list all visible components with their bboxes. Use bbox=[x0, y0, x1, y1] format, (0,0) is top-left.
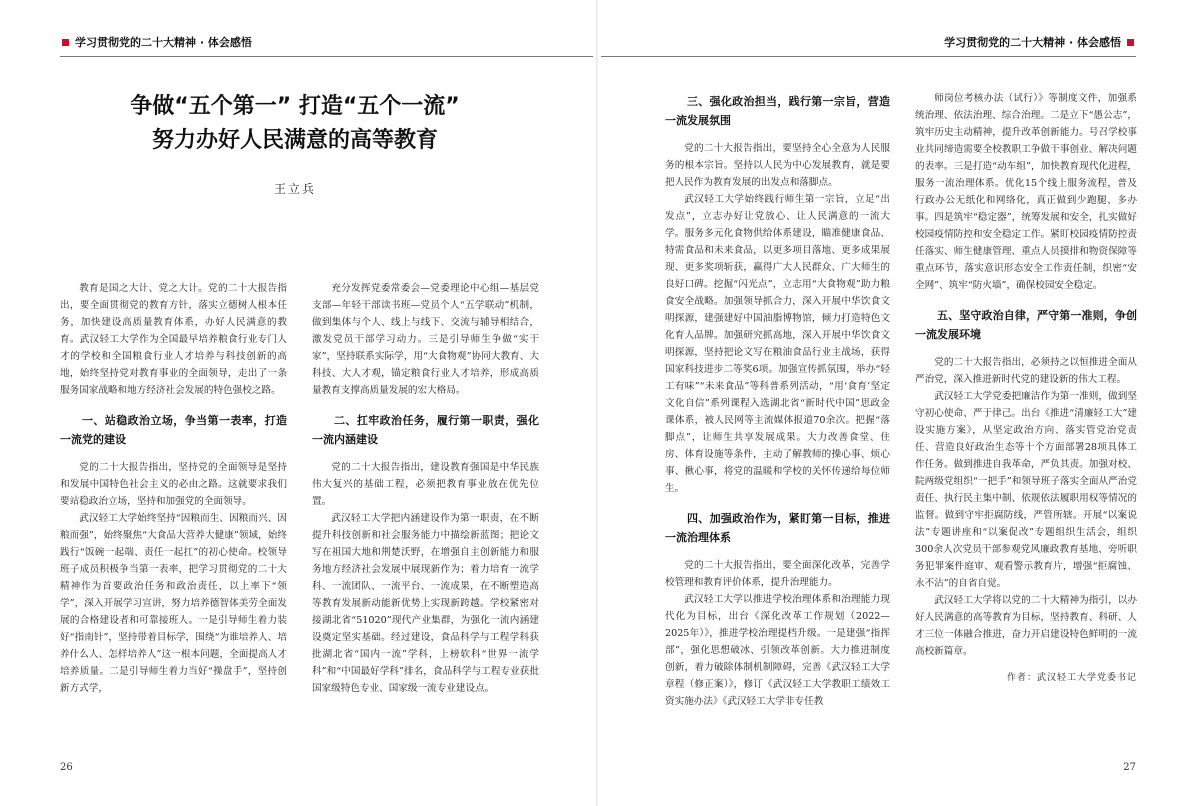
red-square-icon bbox=[62, 39, 69, 46]
running-header-left bbox=[62, 34, 252, 50]
section-heading-3: 三、强化政治担当，践行第一宗旨，营造一流发展氛围 bbox=[665, 95, 890, 127]
section-heading-4: 四、加强政治作为，紧盯第一目标，推进一流治理体系 bbox=[665, 512, 890, 544]
right-page bbox=[597, 0, 1194, 806]
header-rule bbox=[60, 56, 593, 57]
paragraph: 党的二十大报告指出，坚持党的全面领导是坚持和发展中国特色社会主义的必由之路。这就要求我们要站稳政治立场，坚持和加强党的全面领导。 bbox=[60, 462, 287, 507]
paragraph: 武汉轻工大学党委把廉洁作为第一准则，做到坚守初心使命、严于律己。出台《推进“清廉轻工大”建设实施方案》，从坚定政治方向、落实管党治党责任、营造良好政治生态等十个方面部署28项具体工作任务。做到推进自我革命，严负其责。加强对校、院两级党组织“一把手”和领导班子落实全面从严治党责任、执行民主集中制、依规依法履职用权等情况的监督。做到守牢拒腐防线，严管所辖。开展“以案说法”专题讲座和“以案促改”专题组织生活会，组织300余人次党员干部参观党风廉政教育基地、旁听职务犯罪案件庭审、观看警示教育片，增强“拒腐蚀、永不沾”的自省自觉。 bbox=[915, 391, 1137, 589]
paragraph: 武汉轻工大学把内涵建设作为第一职责，在不断提升科技创新和社会服务能力中描绘新蓝图；把论文写在祖国大地和荆楚沃野，在增强自主创新能力和服务地方经济社会发展中展现新作为；着力培育一流学科、一流团队、一流平台、一流成果，在不断塑造高等教育发展新动能新优势上实现新跨越。学校紧密对接湖北省“51020”现代产业集群，为强化一流内涵建设奠定坚实基础。经过建设，食品科学与工程学科获批湖北省“国内一流”学科，上榜软科“世界一流学科”和“中国最好学科”排名，食品科学与工程专业获批国家级特色专业、国家级一流专业建设点。 bbox=[312, 513, 539, 694]
paragraph: 武汉轻工大学将以党的二十大精神为指引，以办好人民满意的高等教育为目标，坚持教育、科研、人才三位一体融合推进，奋力开启建设特色鲜明的一流高校新篇章。 bbox=[915, 595, 1137, 657]
paragraph: 充分发挥党委常委会—党委理论中心组—基层党支部—年轻干部读书班—党员个人“五学联动”机制，做到集体与个人、线上与线下、交流与辅导相结合，激发党员干部学习动力。三是引导师生争做“实干家”，坚持联系实际学，用“大食物观”协同大教育、大科技、大人才观，锚定粮食行业人才培养，形成高质量教育支撑高质量发展的宏大格局。 bbox=[312, 283, 539, 396]
page-number-left: 26 bbox=[60, 762, 73, 773]
title-line-1: 争做“五个第一” 打造“五个一流” bbox=[130, 94, 460, 119]
paragraph: 武汉轻工大学以推进学校治理体系和治理能力现代化为目标，出台《深化改革工作规划（2022—2025年）》，推进学校治理提档升级。一是建强“指挥部”，强化思想破冰、引领改革创新。大力推进制度创新，着力破除体制机制障碍，完善《武汉轻工大学章程（修正案）》，修订《武汉轻工大学教职工绩效工资实施办法》《武汉轻工大学非专任教 bbox=[665, 594, 890, 707]
text-column-2 bbox=[312, 280, 539, 697]
text-column-1 bbox=[60, 280, 287, 697]
paragraph: 武汉轻工大学始终践行师生第一宗旨，立足“出发点”，立志办好让党放心、让人民满意的一流大学。服务多元化食物供给体系建设，瞄准健康食品、特需食品和未来食品，以更多项目落地、更多成果展现、更多奖项斩获，赢得广大人民群众、广大师生的良好口碑。挖掘“闪光点”，立志用“大食物观”助力粮食安全战略。加强领导抓合力，深入开展中华饮食文明探源，建强建好中国油脂博物馆，倾力打造特色文化育人品牌。加强研究抓高地，深入开展中华饮食文明探源，坚持把论文写在粮油食品行业主战场，获得国家科技进步二等奖6项。加强宣传抓氛围，举办“轻工有味”“未来食品”等科普系列活动，“用‘食育’坚定文化自信”系列课程入选湖北省“新时代中国”思政金课体系，被人民网等主流媒体报道70余次。把握“落脚点”，让师生共享发展成果。大力改善食堂、住房、体育设施等条件，主动了解教师的操心事、烦心事、揪心事，将党的温暖和学校的关怀传递给每位师生。 bbox=[665, 194, 890, 494]
paragraph: 武汉轻工大学始终坚持“因粮而生、因粮而兴、因粮而强”，始终聚焦“大食品大营养大健康”领域，始终践行“饭碗一起端、责任一起扛”的初心使命。校领导班子成员积极争当第一表率，把学习贯彻党的二十大精神作为首要政治任务和政治责任，以上率下“领学”，深入开展学习宣讲，努力培养德智体美劳全面发展的合格建设者和可靠接班人。一是引导师生着力装好“指南针”，坚持带着目标学，围绕“为谁培养人、培养什么人、怎样培养人”这一根本问题，全面提高人才培养质量。二是引导师生着力当好“操盘手”，坚持创新方式学， bbox=[60, 513, 287, 694]
running-header-text: 学习贯彻党的二十大精神 · 体会感悟 bbox=[75, 36, 252, 49]
text-column-3 bbox=[665, 90, 890, 710]
running-header-right bbox=[944, 34, 1134, 50]
article-title bbox=[60, 90, 530, 158]
paragraph: 党的二十大报告指出，要坚持全心全意为人民服务的根本宗旨。坚持以人民为中心发展教育，就是要把人民作为教育发展的出发点和落脚点。 bbox=[665, 143, 890, 188]
author-name: 王立兵 bbox=[273, 182, 316, 196]
header-rule bbox=[601, 56, 1136, 57]
red-square-icon bbox=[1127, 39, 1134, 46]
author-signature: 作者：武汉轻工大学党委书记 bbox=[1006, 673, 1137, 683]
paragraph: 党的二十大报告指出，要全面深化改革，完善学校管理和教育评价体系，提升治理能力。 bbox=[665, 560, 890, 588]
running-header-text: 学习贯彻党的二十大精神 · 体会感悟 bbox=[944, 36, 1121, 49]
page-number-right: 27 bbox=[1123, 762, 1136, 773]
section-heading-2: 二、扛牢政治任务，履行第一职责，强化一流内涵建设 bbox=[312, 414, 539, 446]
paragraph: 师岗位考核办法（试行）》等制度文件，加强系统治理、依法治理、综合治理。二是立下“愚公志”，筑牢历史主动精神，提升改革创新能力。号召学校事业共同缔造需要全校教职工争做干事创业、解决问题的表率。三是打造“动车组”，加快教育现代化进程，服务一流治理体系。优化15个线上服务流程，普及行政办公无纸化和网络化，真正做到少跑腿、多办事。四是筑牢“稳定器”，统筹发展和安全，扎实做好校园疫情防控和安全稳定工作。紧盯校园疫情防控责任落实、师生健康管理、重点人员摸排和物资保障等重点环节，落实意识形态安全工作责任制，织密“安全网”、筑牢“防火墙”，确保校园安全稳定。 bbox=[915, 93, 1137, 291]
paragraph: 党的二十大报告指出，建设教育强国是中华民族伟大复兴的基础工程，必须把教育事业放在优先位置。 bbox=[312, 462, 539, 507]
title-line-2: 努力办好人民满意的高等教育 bbox=[151, 128, 438, 153]
section-heading-5: 五、坚守政治自律，严守第一准则，争创一流发展环境 bbox=[915, 309, 1137, 341]
section-heading-1: 一、站稳政治立场，争当第一表率，打造一流党的建设 bbox=[60, 414, 287, 446]
paragraph: 教育是国之大计、党之大计。党的二十大报告指出，要全面贯彻党的教育方针，落实立德树人根本任务，加快建设高质量教育体系，办好人民满意的教育。武汉轻工大学作为全国最早培养粮食行业专门人才的学校和全国粮食行业人才培养与科技创新的高地，始终坚持党对教育事业的全面领导，走出了一条服务国家战略和地方经济社会发展的特色强校之路。 bbox=[60, 283, 287, 396]
paragraph: 党的二十大报告指出，必须持之以恒推进全面从严治党，深入推进新时代党的建设新的伟大工程。 bbox=[915, 357, 1137, 385]
text-column-4 bbox=[915, 90, 1137, 687]
